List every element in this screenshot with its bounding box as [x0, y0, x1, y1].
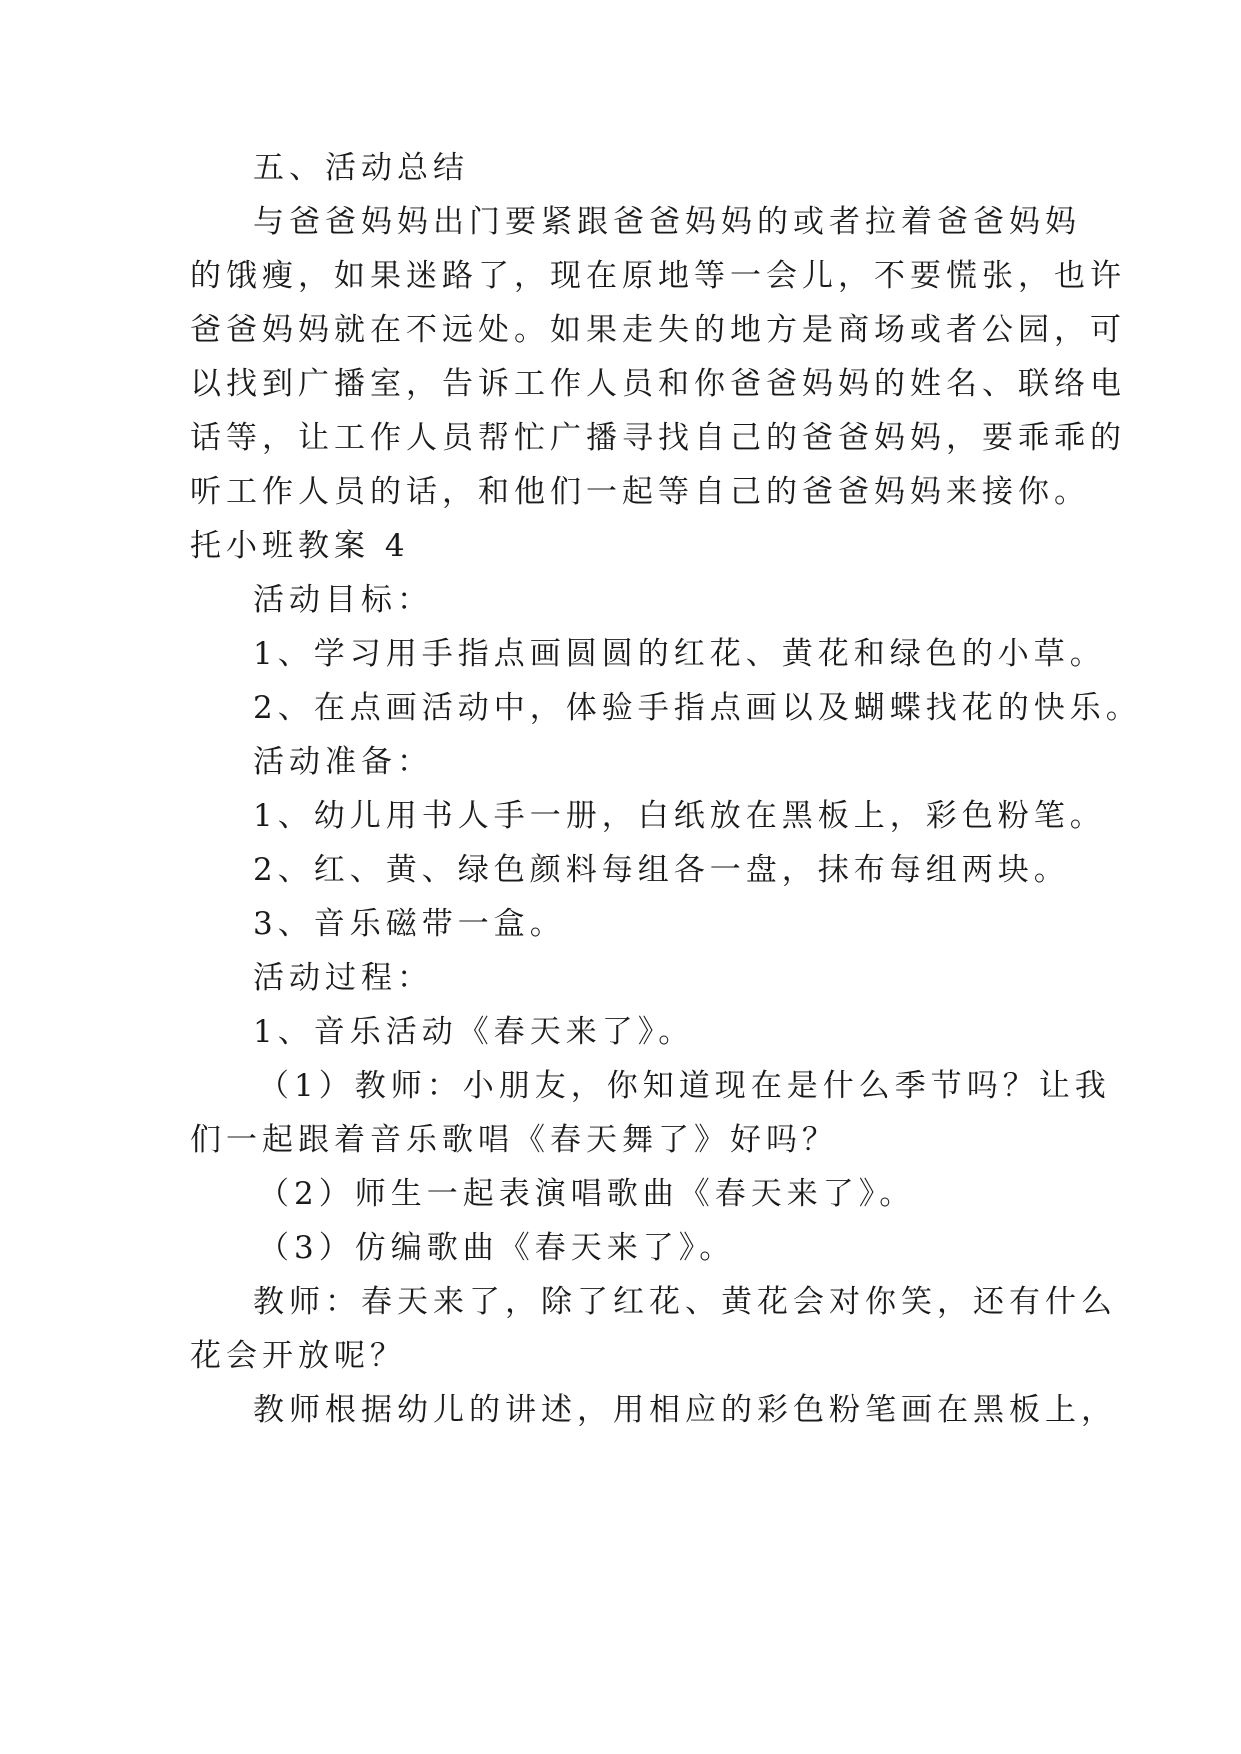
- process-substep: （1）教师：小朋友，你知道现在是什么季节吗？让我: [258, 1068, 1111, 1104]
- process-substep: （2）师生一起表演唱歌曲《春天来了》。: [258, 1176, 916, 1212]
- final-line: 教师根据幼儿的讲述，用相应的彩色粉笔画在黑板上，: [253, 1392, 1117, 1428]
- summary-line: 以找到广播室，告诉工作人员和你爸爸妈妈的姓名、联络电: [190, 366, 1126, 402]
- summary-line: 的饿瘦，如果迷路了，现在原地等一会儿，不要慌张，也许: [190, 258, 1126, 294]
- summary-line: 与爸爸妈妈出门要紧跟爸爸妈妈的或者拉着爸爸妈妈: [253, 204, 1081, 240]
- goals-heading: 活动目标：: [253, 582, 433, 618]
- teacher-line: 教师：春天来了，除了红花、黄花会对你笑，还有什么: [253, 1284, 1117, 1320]
- lesson-title: 托小班教案 4: [190, 528, 410, 564]
- goal-item: 2、在点画活动中，体验手指点画以及蝴蝶找花的快乐。: [253, 690, 1142, 726]
- teacher-line: 花会开放呢？: [190, 1338, 406, 1374]
- prep-item: 1、幼儿用书人手一册，白纸放在黑板上，彩色粉笔。: [253, 798, 1106, 834]
- summary-line: 话等，让工作人员帮忙广播寻找自己的爸爸妈妈，要乖乖的: [190, 420, 1126, 456]
- prep-item: 2、红、黄、绿色颜料每组各一盘，抹布每组两块。: [253, 852, 1070, 888]
- prep-heading: 活动准备：: [253, 744, 433, 780]
- prep-item: 3、音乐磁带一盒。: [253, 906, 566, 942]
- summary-line: 听工作人员的话，和他们一起等自己的爸爸妈妈来接你。: [190, 474, 1090, 510]
- section-heading: 五、活动总结: [253, 150, 469, 186]
- process-heading: 活动过程：: [253, 960, 433, 996]
- process-step: 1、音乐活动《春天来了》。: [253, 1014, 695, 1050]
- summary-line: 爸爸妈妈就在不远处。如果走失的地方是商场或者公园，可: [190, 312, 1126, 348]
- goal-item: 1、学习用手指点画圆圆的红花、黄花和绿色的小草。: [253, 636, 1106, 672]
- process-substep: 们一起跟着音乐歌唱《春天舞了》好吗？: [190, 1122, 838, 1158]
- process-substep: （3）仿编歌曲《春天来了》。: [258, 1230, 736, 1266]
